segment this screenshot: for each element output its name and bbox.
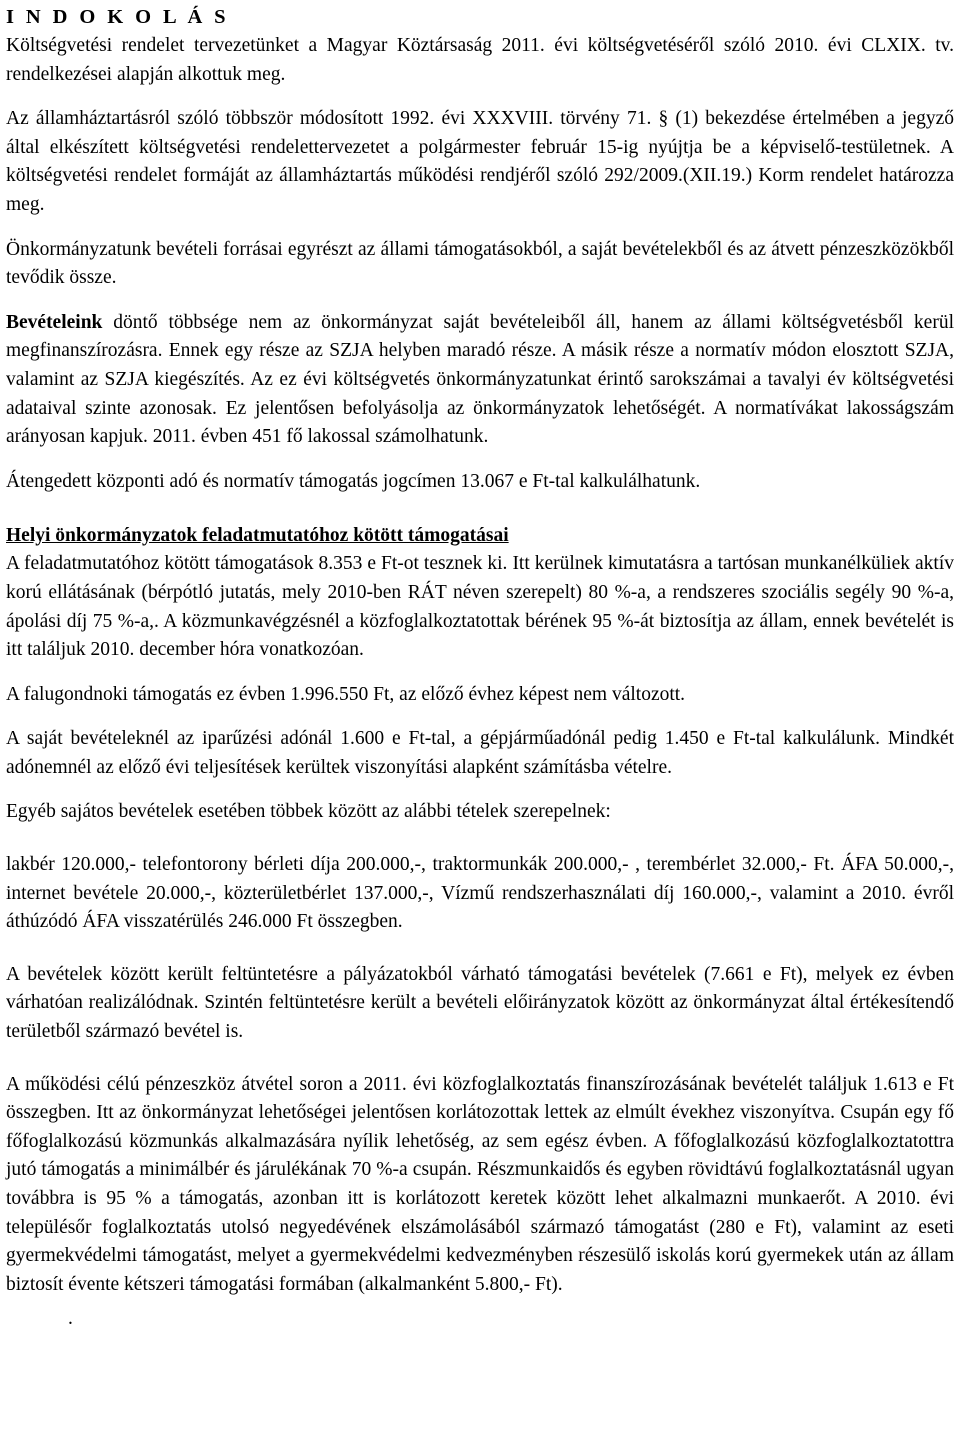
revenues-bold-term: Bevételeink — [6, 311, 103, 333]
paragraph-grant-revenues: A bevételek között került feltüntetésre a pályázatokból várható támogatási bevételek (7.661 e Ft), melyek ez évben várhatóan realizálódnak. Szintén feltüntetésre került a bevételi előirányzatok között az önkormányzat által értékesítendő területből származó bevétel is. — [6, 963, 954, 1043]
document-title: I N D O K O L Á S — [6, 6, 229, 28]
paragraph-other-revenues-list: lakbér 120.000,- telefontorony bérleti díja 200.000,-, traktormunkák 200.000,- , terembérlet 32.000,- Ft. ÁFA 50.000,-, internet bevétele 20.000,-, közterületbérlet 137.000,-, Vízmű rendszerhasználati díj 160.000,-, valamint a 2010. évről áthúzódó ÁFA visszatérülés 246.000 Ft összegben. — [6, 854, 954, 933]
trailing-dot: . — [68, 1308, 73, 1330]
paragraph-village-caretaker: A falugondnoki támogatás ez évben 1.996.550 Ft, az előző évhez képest nem változott. — [6, 683, 686, 705]
paragraph-task-indicator-support: A feladatmutatóhoz kötött támogatások 8.353 e Ft-ot tesznek ki. Itt kerülnek kimutatásra a tartósan munkanélküliek aktív korú ellátásának (bérpótló jutatás, mely 2010-ben RÁT néven szerepelt) 80 %-a, a rendszeres szociális segély 90 %-a, ápolási díj 75 %-a,. A közmunkavégzésnél a közfoglalkoztatottak bérének 95 %-át biztosítja az állam, ennek bevételét is itt találjuk 2010. december hóra vonatkozóan. — [6, 553, 954, 661]
paragraph-transferred-tax: Átengedett központi adó és normatív támogatás jogcímen 13.067 e Ft-tal kalkulálhatunk. — [6, 470, 701, 492]
paragraph-own-revenues: A saját bevételeknél az iparűzési adónál 1.600 e Ft-tal, a gépjárműadónál pedig 1.450 e Ft-tal kalkulálunk. Mindkét adónemnél az előző évi teljesítések kerültek viszonyítási alapként számításba vételre. — [6, 728, 954, 778]
paragraph-revenue-sources: Önkormányzatunk bevételi forrásai egyrészt az állami támogatásokból, a saját bevételekből és az átvett pénzeszközökből tevődik össze. — [6, 238, 954, 289]
paragraph-legal-basis: Költségvetési rendelet tervezetünket a Magyar Köztársaság 2011. évi költségvetéséről szóló 2010. évi CLXIX. tv. rendelkezései alapján alkottuk meg. — [6, 35, 954, 85]
paragraph-procedure: Az államháztartásról szóló többször módosított 1992. évi XXXVIII. törvény 71. § (1) bekezdése értelmében a jegyző által elkészített költségvetési rendelettervezetet a polgármester február 15-ig nyújtja be a képviselő-testületnek. A költségvetési rendelet formáját az államháztartás működési rendjéről szóló 292/2009.(XII.19.) Korm rendelet határozza meg. — [6, 108, 954, 215]
paragraph-revenues — [6, 309, 954, 452]
revenues-text: döntő többsége nem az önkormányzat saját bevételeiből áll, hanem az állami költségvetésből kerül megfinanszírozásra. Ennek egy része az SZJA helyben maradó része. A másik része a normatív módon elosztott SZJA, valamint az SZJA kiegészítés. Az ez évi költségvetés önkormányzatunkat érintő sarokszámai a tavalyi év költségvetési adataival szinte azonosak. Ez jelentősen befolyásolja az önkormányzatok lehetőségét. A normatívákat lakosságszám arányosan kapjuk. 2011. évben 451 fő lakossal számolhatunk. — [6, 311, 954, 448]
paragraph-public-work: A működési célú pénzeszköz átvétel soron a 2011. évi közfoglalkoztatás finanszírozásának bevételét találjuk 1.613 e Ft összegben. Itt az önkormányzat lehetőségei jelentősen korlátozottak lettek az elmúlt évekhez viszonyítva. Csupán egy fő főfoglalkozású közmunkás alkalmazására nyílik lehetőség, az sem egész évben. A főfoglalkozású közfoglalkoztatottra jutó támogatás a minimálbér és járulékának 70 %-a csupán. Részmunkaidős és egyben rövidtávú foglalkoztatásnál ugyan továbbra is 95 % a támogatás, azonban itt is korlátozott keretek között lehet alkalmazni munkaerőt. A 2010. évi településőr foglalkoztatás utolsó negyedévének elszámolásából származó támogatást (280 e Ft), valamint az eseti gyermekvédelmi támogatást, melyet a gyermekvédelmi kedvezményben részesülő iskolás korú gyermekek után az állam biztosít évente kétszeri támogatási formában (alkalmanként 5.800,- Ft). — [6, 1073, 954, 1295]
section-heading: Helyi önkormányzatok feladatmutatóhoz kötött támogatásai — [6, 525, 509, 547]
paragraph-other-revenues-intro: Egyéb sajátos bevételek esetében többek között az alábbi tételek szerepelnek: — [6, 801, 611, 823]
